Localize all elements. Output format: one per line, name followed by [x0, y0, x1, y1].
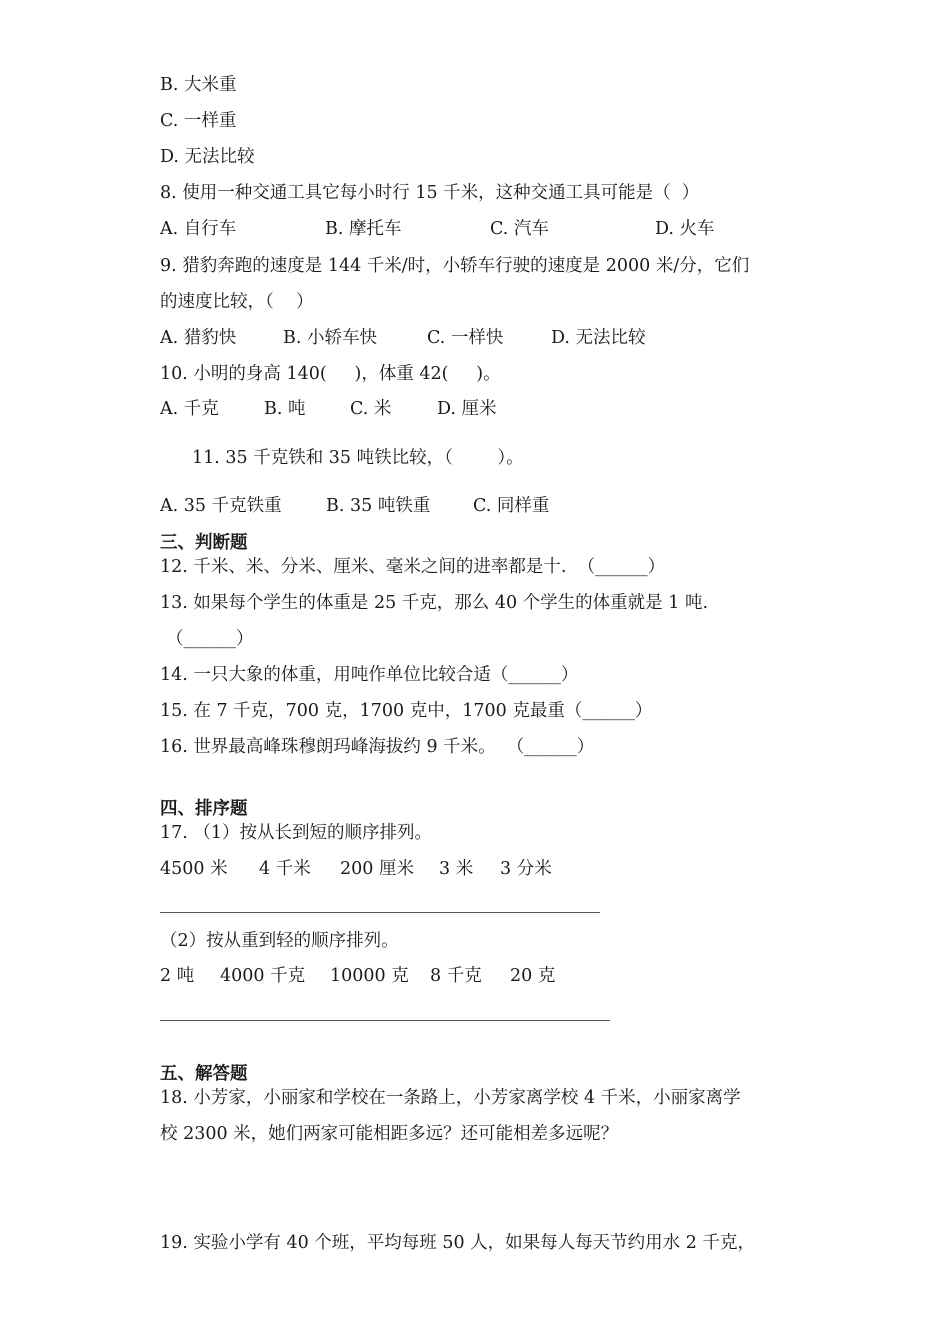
- q17-part2-value: 10000 克: [330, 966, 409, 986]
- q15: 15. 在 7 千克，700 克，1700 克中，1700 克最重（______）: [160, 701, 653, 721]
- q7-option-b: B. 大米重: [160, 75, 237, 95]
- q17-part1-value: 3 米: [439, 859, 474, 879]
- q11-option-c: C. 同样重: [473, 496, 550, 516]
- q8-stem: 8. 使用一种交通工具它每小时行 15 千米，这种交通工具可能是（ ）: [160, 183, 700, 203]
- q9-option-d: D. 无法比较: [551, 328, 646, 348]
- q10-option-b: B. 吨: [264, 399, 306, 419]
- section-answer-title: 五、解答题: [160, 1064, 248, 1084]
- q11-option-a: A. 35 千克铁重: [160, 496, 282, 516]
- q17-part2-value: 2 吨: [160, 966, 195, 986]
- q18-line1: 18. 小芳家，小丽家和学校在一条路上，小芳家离学校 4 千米，小丽家离学: [160, 1088, 741, 1108]
- q16: 16. 世界最高峰珠穆朗玛峰海拔约 9 千米。 （______）: [160, 737, 595, 757]
- q9-option-c: C. 一样快: [427, 328, 504, 348]
- q8-option-b: B. 摩托车: [325, 219, 402, 239]
- q17-part2-value: 4000 千克: [220, 966, 306, 986]
- q17-part1-value: 3 分米: [500, 859, 552, 879]
- q10-stem: 10. 小明的身高 140( )，体重 42( )。: [160, 364, 501, 384]
- q19-line1: 19. 实验小学有 40 个班，平均每班 50 人，如果每人每天节约用水 2 千克，: [160, 1233, 755, 1253]
- section-ordering-title: 四、排序题: [160, 799, 248, 819]
- q10-option-d: D. 厘米: [437, 399, 497, 419]
- q14: 14. 一只大象的体重，用吨作单位比较合适（______）: [160, 665, 579, 685]
- q11-option-b: B. 35 吨铁重: [326, 496, 431, 516]
- q18-line2: 校 2300 米，她们两家可能相距多远？还可能相差多远呢？: [160, 1124, 619, 1144]
- q9-option-b: B. 小轿车快: [283, 328, 377, 348]
- q13-line1: 13. 如果每个学生的体重是 25 千克，那么 40 个学生的体重就是 1 吨.: [160, 593, 709, 613]
- q17-part1-answer-line: [160, 912, 600, 913]
- q10-option-a: A. 千克: [160, 399, 219, 419]
- q7-option-c: C. 一样重: [160, 111, 237, 131]
- q12: 12. 千米、米、分米、厘米、毫米之间的进率都是十. （______）: [160, 557, 666, 577]
- q17-part2-answer-line: [160, 1020, 610, 1021]
- q17-part1-value: 200 厘米: [340, 859, 414, 879]
- q17-part1-value: 4500 米: [160, 859, 228, 879]
- q17-part1-value: 4 千米: [259, 859, 311, 879]
- q10-option-c: C. 米: [350, 399, 392, 419]
- q13-answer-blank: （______）: [166, 629, 254, 649]
- q8-option-a: A. 自行车: [160, 219, 237, 239]
- q9-option-a: A. 猎豹快: [160, 328, 237, 348]
- q8-option-c: C. 汽车: [490, 219, 549, 239]
- section-judgement-title: 三、判断题: [160, 533, 248, 553]
- q9-stem-line2: 的速度比较，（ ）: [160, 292, 314, 312]
- q17-part2-value: 8 千克: [430, 966, 482, 986]
- q17-part2-value: 20 克: [510, 966, 556, 986]
- q9-stem-line1: 9. 猎豹奔跑的速度是 144 千米/时，小轿车行驶的速度是 2000 米/分，它们: [160, 256, 750, 276]
- q11-stem: 11. 35 千克铁和 35 吨铁比较，（ ）。: [192, 448, 524, 468]
- q7-option-d: D. 无法比较: [160, 147, 255, 167]
- q8-option-d: D. 火车: [655, 219, 715, 239]
- q17-part1-prompt: 17. （1）按从长到短的顺序排列。: [160, 823, 433, 843]
- q17-part2-prompt: （2）按从重到轻的顺序排列。: [160, 931, 399, 951]
